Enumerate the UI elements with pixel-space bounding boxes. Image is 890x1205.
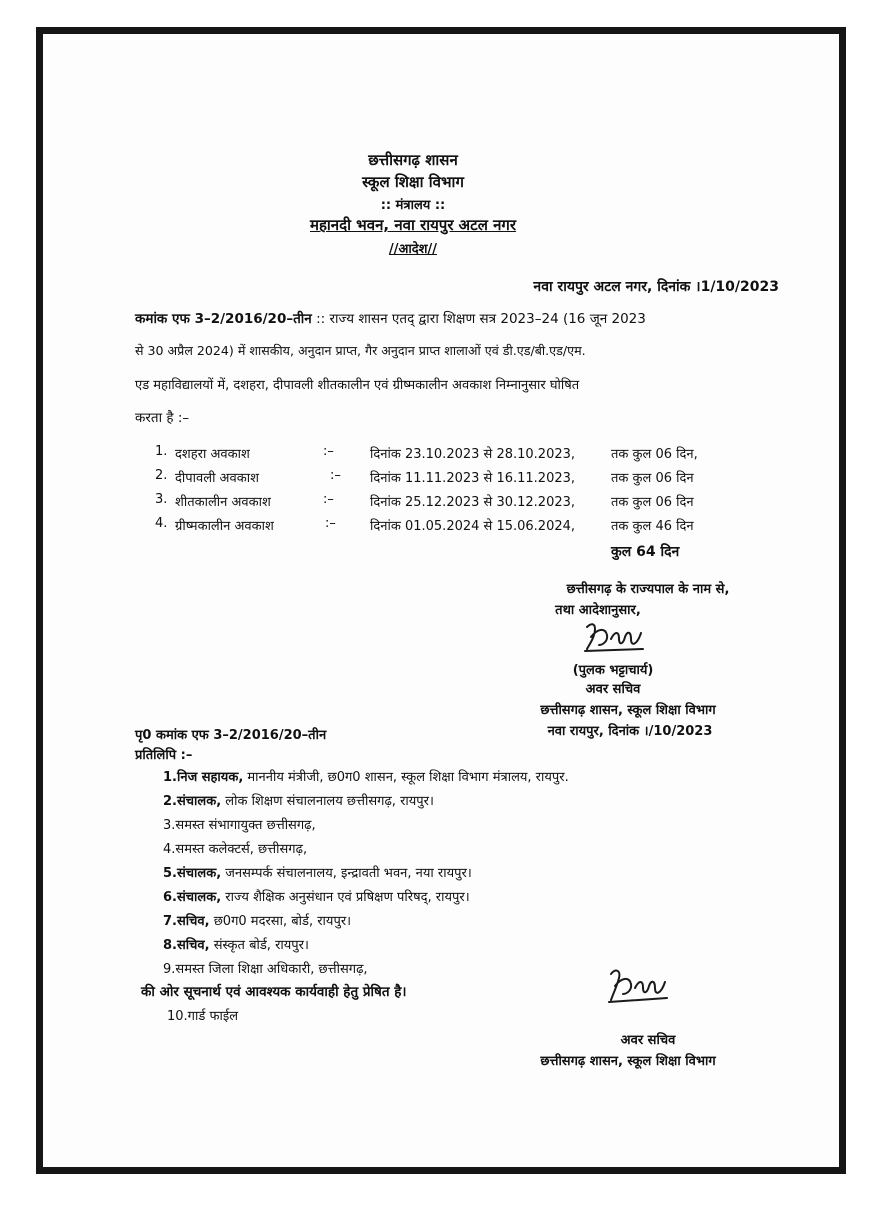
signature-order-line: तथा आदेशानुसार, bbox=[555, 603, 641, 618]
copy-item bbox=[163, 863, 472, 881]
copy-item-detail: संस्कृत बोर्ड, रायपुर। bbox=[209, 938, 309, 953]
holiday-dates: दिनांक 11.11.2023 से 16.11.2023, bbox=[370, 471, 576, 486]
holiday-sep: :– bbox=[323, 492, 334, 507]
order-number: कमांक एफ 3–2/2016/20–तीन bbox=[135, 311, 312, 327]
copy-item bbox=[163, 815, 316, 833]
copy-item bbox=[163, 839, 307, 857]
order-body-line-4: करता है :– bbox=[135, 410, 190, 426]
signature-mark bbox=[581, 619, 651, 657]
holiday-num: 2. bbox=[155, 468, 168, 483]
copy-item-detail: 3.समस्त संभागायुक्त छत्तीसगढ़, bbox=[163, 818, 316, 833]
order-body-line-2: से 30 अप्रैल 2024) में शासकीय, अनुदान प्राप्त, गैर अनुदान प्राप्त शालाओं एवं डी.एड/बी.एड/एम. bbox=[135, 343, 586, 358]
copy-item-detail: जनसम्पर्क संचालनालय, इन्द्रावती भवन, नया रायपुर। bbox=[221, 866, 472, 881]
signatory-department: छत्तीसगढ़ शासन, स्कूल शिक्षा विभाग bbox=[540, 703, 716, 718]
copy-item-office: 7.सचिव, bbox=[163, 914, 210, 929]
order-place-date: नवा रायपुर अटल नगर, दिनांक ।1/10/2023 bbox=[533, 279, 779, 295]
holiday-name: दीपावली अवकाश bbox=[175, 471, 259, 486]
holiday-name: शीतकालीन अवकाश bbox=[175, 495, 271, 510]
holiday-num: 4. bbox=[155, 516, 168, 531]
copy-item bbox=[163, 767, 569, 785]
copy-item-office: 1.निज सहायक, bbox=[163, 770, 244, 785]
holiday-num: 1. bbox=[155, 444, 168, 459]
holiday-name: ग्रीष्मकालीन अवकाश bbox=[175, 519, 274, 534]
signature-mark bbox=[603, 964, 673, 1008]
copy-item-detail: छ0ग0 मदरसा, बोर्ड, रायपुर। bbox=[209, 914, 352, 929]
header-department: स्कूल शिक्षा विभाग bbox=[362, 173, 464, 191]
copy-item-detail: माननीय मंत्रीजी, छ0ग0 शासन, स्कूल शिक्षा विभाग मंत्रालय, रायपुर. bbox=[243, 770, 569, 785]
header-order-title: //आदेश// bbox=[388, 242, 438, 257]
holiday-total: तक कुल 46 दिन bbox=[611, 519, 694, 534]
header-government: छत्तीसगढ़ शासन bbox=[368, 151, 458, 169]
copy-item-office: 8.सचिव, bbox=[163, 938, 210, 953]
copy-item bbox=[163, 959, 368, 977]
copy-to-label: प्रतिलिपि :– bbox=[135, 748, 193, 763]
signatory-place-date: नवा रायपुर, दिनांक ।/10/2023 bbox=[547, 724, 713, 739]
order-body-line-3: एड महाविद्यालयों में, दशहरा, दीपावली शीतकालीन एवं ग्रीष्मकालीन अवकाश निम्नानुसार घोषित bbox=[135, 378, 580, 393]
endorsement-number: पृ0 कमांक एफ 3–2/2016/20–तीन bbox=[135, 728, 327, 743]
copy-item-office: 5.संचालक, bbox=[163, 866, 222, 881]
holiday-sep: :– bbox=[330, 468, 341, 483]
signatory-name: (पुलक भट्टाचार्य) bbox=[572, 663, 654, 678]
holiday-sep: :– bbox=[323, 444, 334, 459]
holiday-total: तक कुल 06 दिन bbox=[611, 495, 694, 510]
holiday-sep: :– bbox=[325, 516, 336, 531]
signatory-designation: अवर सचिव bbox=[585, 682, 641, 697]
copy-item-office: 2.संचालक, bbox=[163, 794, 222, 809]
holiday-dates: दिनांक 23.10.2023 से 28.10.2023, bbox=[370, 447, 576, 462]
copy-item-detail: 4.समस्त कलेक्टर्स, छत्तीसगढ़, bbox=[163, 842, 308, 857]
copy-item bbox=[163, 911, 351, 929]
header-address: महानदी भवन, नवा रायपुर अटल नगर bbox=[309, 216, 517, 234]
holiday-total: तक कुल 06 दिन bbox=[611, 471, 694, 486]
signatory2-department: छत्तीसगढ़ शासन, स्कूल शिक्षा विभाग bbox=[540, 1054, 716, 1069]
copy-item bbox=[163, 887, 470, 905]
signature-authority: छत्तीसगढ़ के राज्यपाल के नाम से, bbox=[566, 582, 730, 597]
holiday-total: तक कुल 06 दिन, bbox=[611, 447, 698, 462]
holiday-num: 3. bbox=[155, 492, 168, 507]
order-body-line-1 bbox=[135, 309, 646, 327]
order-text-1: :: राज्य शासन एतद् द्वारा शिक्षण सत्र 2023–24 (16 जून 2023 bbox=[316, 311, 646, 327]
guard-file: 10.गार्ड फाईल bbox=[167, 1009, 239, 1024]
document-page bbox=[36, 27, 846, 1174]
copy-item bbox=[163, 791, 434, 809]
copy-item-detail: लोक शिक्षण संचालनालय छत्तीसगढ़, रायपुर। bbox=[221, 794, 434, 809]
grand-total: कुल 64 दिन bbox=[611, 544, 680, 560]
copy-item-office: 6.संचालक, bbox=[163, 890, 222, 905]
copy-item bbox=[163, 935, 309, 953]
holiday-dates: दिनांक 01.05.2024 से 15.06.2024, bbox=[370, 519, 576, 534]
forward-text: की ओर सूचनार्थ एवं आवश्यक कार्यवाही हेतु प्रेषित है। bbox=[141, 984, 407, 1000]
holiday-dates: दिनांक 25.12.2023 से 30.12.2023, bbox=[370, 495, 576, 510]
signatory2-designation: अवर सचिव bbox=[620, 1033, 676, 1048]
holiday-row bbox=[155, 444, 167, 459]
holiday-name: दशहरा अवकाश bbox=[175, 447, 250, 462]
copy-item-detail: 9.समस्त जिला शिक्षा अधिकारी, छत्तीसगढ़, bbox=[163, 962, 368, 977]
copy-item-detail: राज्य शैक्षिक अनुसंधान एवं प्रषिक्षण परिषद्, रायपुर। bbox=[221, 890, 470, 905]
header-ministry: :: मंत्रालय :: bbox=[380, 198, 446, 213]
